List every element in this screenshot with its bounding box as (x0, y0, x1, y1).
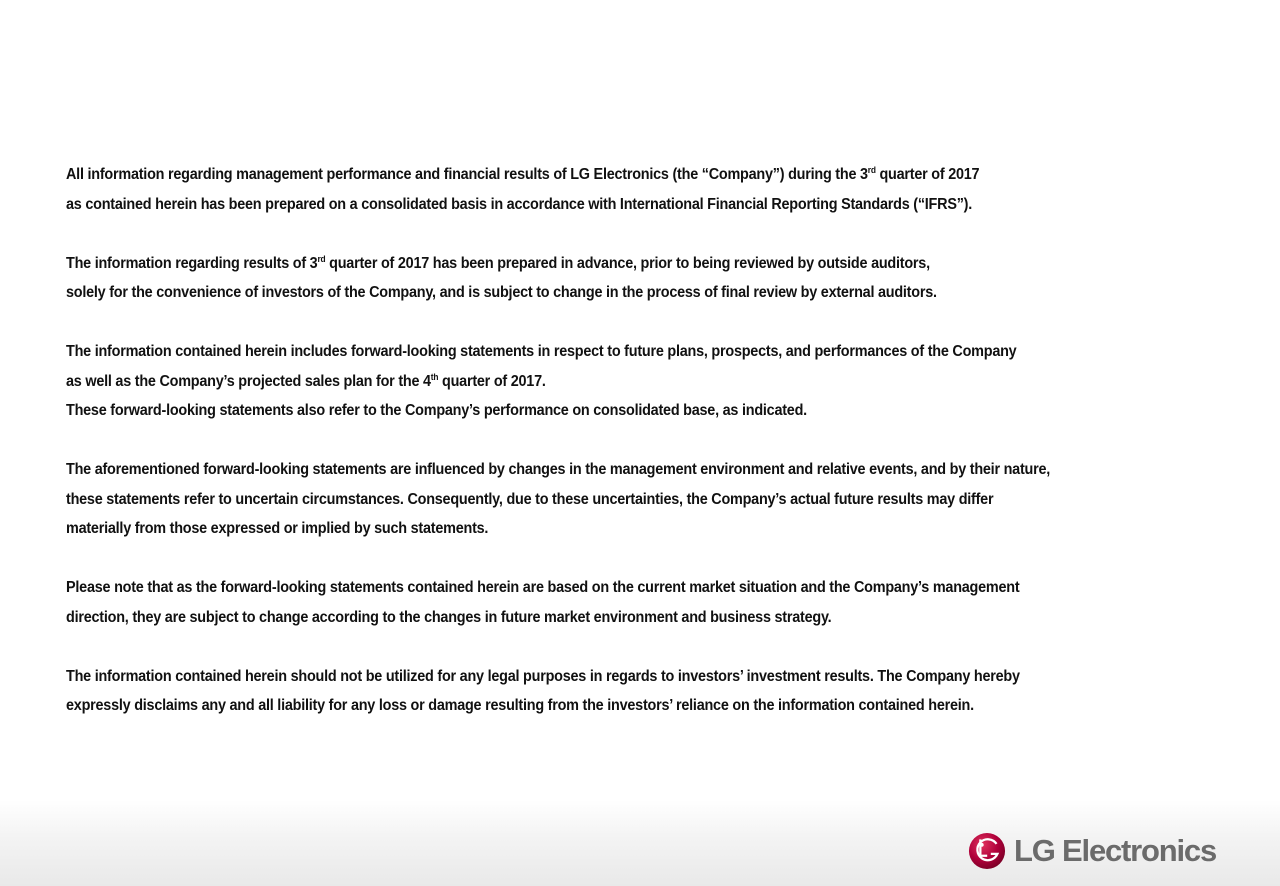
lg-face-icon (968, 832, 1006, 870)
paragraph-1-line-2: as contained herein has been prepared on a consolidated basis in accordance with International Financial Reporting Standards (“IFRS”). (66, 195, 973, 213)
paragraph-4-line-3: materially from those expressed or implied by such statements. (66, 520, 489, 537)
superscript: rd (867, 165, 876, 175)
paragraph-1 (66, 160, 1173, 219)
text-run: quarter of 2017. (438, 372, 546, 390)
text-run: All information regarding management performance and financial results of LG Electronics (the “Company”) during the 3 (66, 166, 868, 183)
text-run: as well as the Company’s projected sales plan for the 4 (66, 372, 431, 390)
paragraph-5 (66, 573, 1173, 632)
text-run: quarter of 2017 (875, 166, 980, 183)
lg-electronics-logo (968, 830, 1216, 872)
paragraph-3 (66, 337, 1173, 426)
paragraph-4-line-1: The aforementioned forward-looking statements are influenced by changes in the management environment and relative events, and by their nature, (66, 461, 1051, 478)
text-run: quarter of 2017 has been prepared in advance, prior to being reviewed by outside auditors, (325, 254, 930, 272)
paragraph-3-line-2 (66, 367, 1173, 397)
paragraph-2-line-2: solely for the convenience of investors of the Company, and is subject to change in the process of final review by external auditors. (66, 284, 937, 301)
paragraph-3-line-3: These forward-looking statements also refer to the Company’s performance on consolidated base, as indicated. (66, 402, 807, 419)
paragraph-2 (66, 249, 1173, 308)
paragraph-3-line-1: The information contained herein includes forward-looking statements in respect to future plans, prospects, and performances of the Company (66, 343, 1017, 360)
paragraph-6-line-2: expressly disclaims any and all liability for any loss or damage resulting from the investors’ reliance on the information contained herein. (66, 697, 974, 714)
text-run: The information regarding results of 3 (66, 254, 318, 272)
paragraph-2-line-1 (66, 249, 1173, 279)
paragraph-6-line-1: The information contained herein should not be utilized for any legal purposes in regards to investors’ investment results. The Company hereby (66, 667, 1020, 685)
paragraph-6 (66, 662, 1173, 721)
brand-name: LG Electronics (1014, 833, 1216, 868)
disclaimer-text (66, 160, 1173, 750)
paragraph-5-line-2: direction, they are subject to change according to the changes in future market environment and business strategy. (66, 608, 832, 626)
paragraph-5-line-1: Please note that as the forward-looking statements contained herein are based on the current market situation and the Company’s management (66, 579, 1020, 596)
superscript: th (430, 371, 439, 382)
paragraph-1-line-1 (66, 160, 1173, 190)
superscript: rd (317, 253, 326, 264)
paragraph-4 (66, 455, 1173, 544)
paragraph-4-line-2: these statements refer to uncertain circumstances. Consequently, due to these uncertainties, the Company’s actual future results may differ (66, 490, 994, 508)
